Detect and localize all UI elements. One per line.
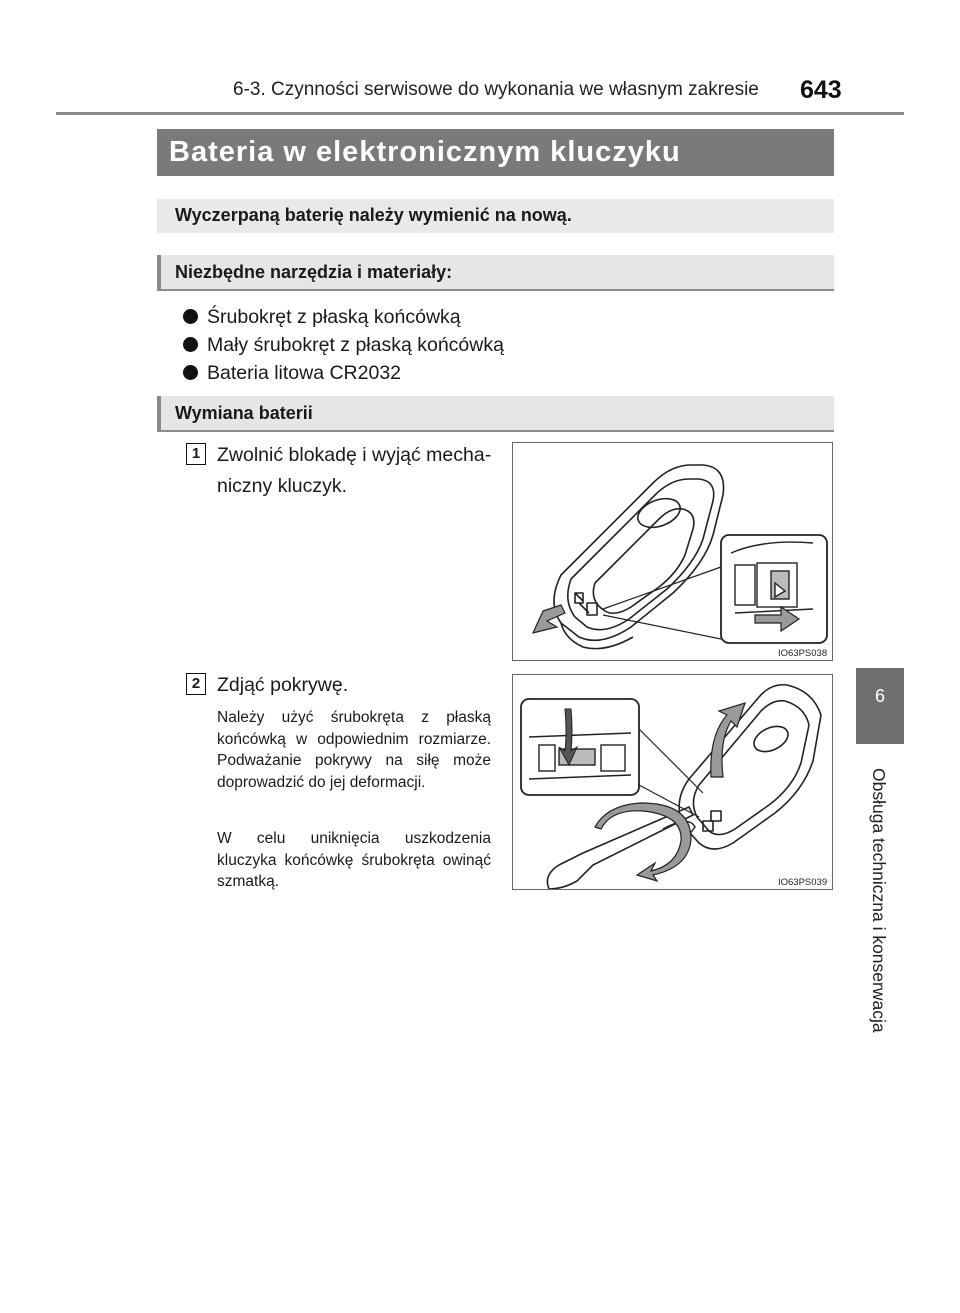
list-item-text: Mały śrubokręt z płaską końcówką: [207, 334, 504, 356]
chapter-tab: [856, 668, 904, 744]
intro-text: Wyczerpaną baterię należy wymienić na nową.: [175, 205, 572, 225]
list-item: [183, 362, 401, 385]
section-title: Bateria w elektronicznym kluczyku: [169, 136, 681, 168]
bullet-icon: [183, 365, 198, 380]
list-item: [183, 306, 461, 329]
list-item-text: Śrubokręt z płaską końcówką: [207, 306, 461, 328]
bullet-icon: [183, 337, 198, 352]
header-divider: [56, 112, 904, 115]
list-item: [183, 334, 504, 357]
intro-box: [157, 199, 834, 233]
page-number: 643: [800, 76, 842, 104]
figure-key-release: [512, 442, 833, 661]
list-item-text: Bateria litowa CR2032: [207, 362, 402, 384]
key-release-illustration: [513, 443, 832, 660]
section-title-bar: [157, 129, 834, 176]
tools-heading-bar: [157, 255, 834, 291]
chapter-title: Obsługa techniczna i konserwacja: [869, 768, 889, 1033]
running-header: 6-3. Czynności serwisowe do wykonania we własnym zakresie: [233, 79, 759, 100]
step-line: niczny kluczyk.: [217, 475, 348, 497]
figure-cover-removal: [512, 674, 833, 890]
step-line: Zdjąć pokrywę.: [217, 674, 349, 696]
chapter-number: 6: [874, 686, 885, 706]
step-line: Zwolnić blokadę i wyjąć mecha-: [217, 444, 492, 466]
step-instruction: [217, 670, 348, 701]
replacement-heading-bar: [157, 396, 834, 432]
step-note: Należy użyć śrubokręta z płaską końcówką w odpowiednim rozmiarze. Podważanie pokrywy na siłę może doprowadzić do jej deformacji.: [217, 709, 491, 791]
step-note: W celu uniknięcia uszkodzenia kluczyka końcówkę śrubokręta owinąć szmatką.: [217, 830, 491, 890]
step-number: 1: [186, 443, 206, 465]
bullet-icon: [183, 309, 198, 324]
figure-code: IO63PS038: [778, 648, 828, 659]
replacement-heading: Wymiana baterii: [175, 403, 313, 423]
cover-removal-illustration: [513, 675, 832, 889]
step-instruction: [217, 440, 491, 502]
tools-heading: Niezbędne narzędzia i materiały:: [175, 262, 453, 282]
step-number: 2: [186, 673, 206, 695]
figure-code: IO63PS039: [778, 877, 828, 888]
